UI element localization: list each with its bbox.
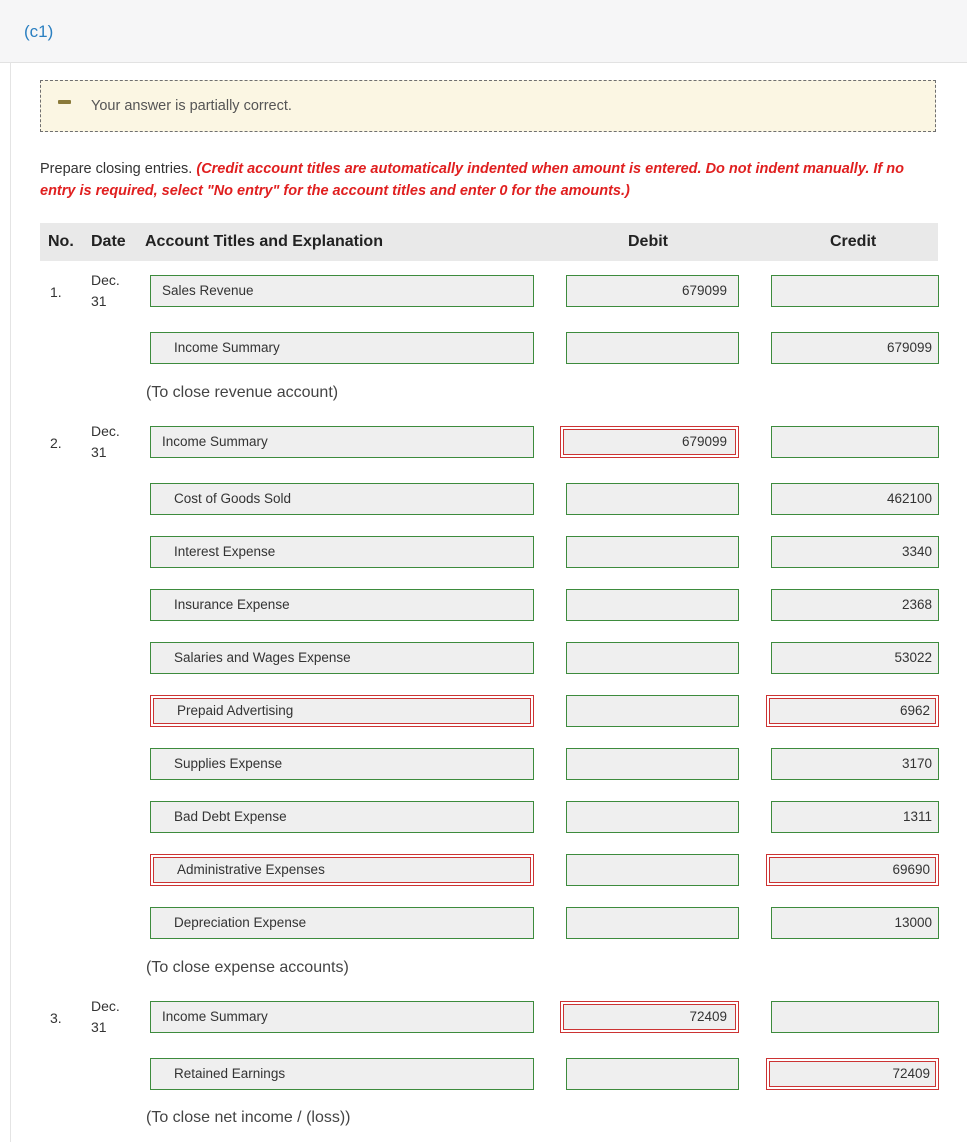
account-title-field[interactable]: Income Summary [150,426,534,458]
account-title-field[interactable]: Retained Earnings [150,1058,534,1090]
debit-amount-field[interactable] [566,907,739,939]
entry-number: 1. [50,284,62,300]
instructions-note: (Credit account titles are automatically indented when amount is entered. Do not indent manually. If no entry is required, select "No entry" for the account titles and enter 0 for the amounts.) [40,161,904,199]
account-title-field[interactable]: Interest Expense [150,536,534,568]
credit-amount-field[interactable]: 3340 [771,536,939,568]
entry-date: Dec. 31 [91,272,120,309]
part-header [0,0,967,63]
account-title-field[interactable]: Income Summary [150,1001,534,1033]
account-title-field[interactable]: Cost of Goods Sold [150,483,534,515]
header-debit: Debit [628,233,668,250]
feedback-banner [40,80,936,132]
credit-amount-field[interactable]: 3170 [771,748,939,780]
credit-amount-field[interactable]: 69690 [766,854,939,886]
header-credit: Credit [830,233,877,250]
debit-amount-field[interactable] [566,642,739,674]
table-header [40,223,938,261]
debit-amount-field[interactable] [566,589,739,621]
account-title-field[interactable]: Insurance Expense [150,589,534,621]
debit-amount-field[interactable]: 679099 [566,275,739,307]
debit-amount-field[interactable] [566,801,739,833]
debit-amount-field[interactable] [566,1058,739,1090]
credit-amount-field[interactable] [771,426,939,458]
header-no: No. [48,233,74,250]
entry-explanation: (To close net income / (loss)) [146,1109,351,1126]
account-title-field[interactable]: Supplies Expense [150,748,534,780]
header-account: Account Titles and Explanation [145,233,383,250]
entry-date: Dec. 31 [91,998,120,1035]
credit-amount-field[interactable]: 72409 [766,1058,939,1090]
account-title-field[interactable]: Salaries and Wages Expense [150,642,534,674]
entry-explanation: (To close revenue account) [146,384,339,401]
credit-amount-field[interactable] [771,1001,939,1033]
account-title-field[interactable]: Depreciation Expense [150,907,534,939]
part-label[interactable]: (c1) [24,22,54,41]
credit-amount-field[interactable]: 462100 [771,483,939,515]
entry-date: Dec. 31 [91,423,120,460]
account-title-field[interactable]: Prepaid Advertising [150,695,534,727]
partial-correct-icon [58,100,71,104]
entry-explanation: (To close expense accounts) [146,959,349,976]
feedback-message: Your answer is partially correct. [91,98,292,114]
debit-amount-field[interactable]: 679099 [560,426,739,458]
debit-amount-field[interactable] [566,695,739,727]
debit-amount-field[interactable] [566,854,739,886]
debit-amount-field[interactable] [566,483,739,515]
credit-amount-field[interactable]: 6962 [766,695,939,727]
credit-amount-field[interactable]: 679099 [771,332,939,364]
entry-number: 2. [50,435,62,451]
debit-amount-field[interactable] [566,536,739,568]
instructions [40,158,940,202]
account-title-field[interactable]: Administrative Expenses [150,854,534,886]
account-title-field[interactable]: Bad Debt Expense [150,801,534,833]
debit-amount-field[interactable]: 72409 [560,1001,739,1033]
credit-amount-field[interactable] [771,275,939,307]
left-divider [10,62,11,1142]
header-date: Date [91,233,126,250]
credit-amount-field[interactable]: 1311 [771,801,939,833]
credit-amount-field[interactable]: 2368 [771,589,939,621]
debit-amount-field[interactable] [566,748,739,780]
entry-number: 3. [50,1010,62,1026]
credit-amount-field[interactable]: 13000 [771,907,939,939]
account-title-field[interactable]: Income Summary [150,332,534,364]
instructions-lead: Prepare closing entries. [40,161,197,177]
credit-amount-field[interactable]: 53022 [771,642,939,674]
debit-amount-field[interactable] [566,332,739,364]
account-title-field[interactable]: Sales Revenue [150,275,534,307]
